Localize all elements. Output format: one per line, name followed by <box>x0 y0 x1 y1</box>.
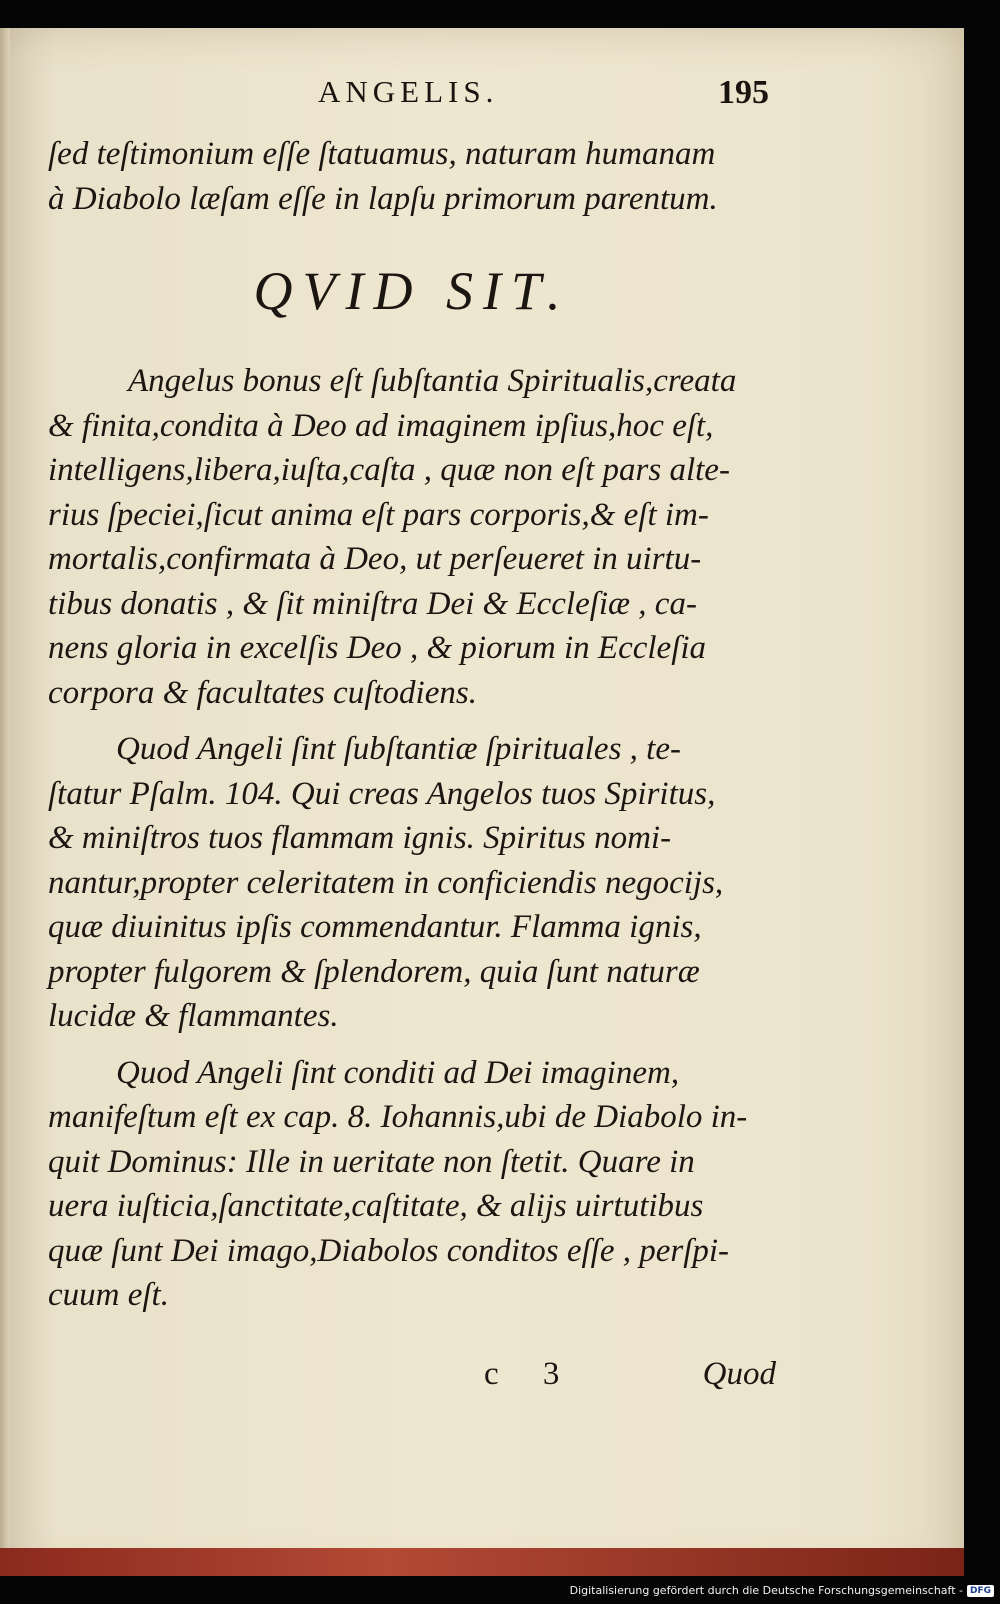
text-line: quit Dominus: Ille in ueritate non ſtetit. Quare in <box>48 1143 695 1180</box>
text-line: quæ diuinitus ipſis commendantur. Flamma ignis, <box>48 909 702 945</box>
dfg-logo: DFG <box>967 1585 994 1597</box>
text-line: Quod Angeli ſint ſubſtantiæ ſpirituales , te- <box>116 731 681 767</box>
text-line: cuum eſt. <box>48 1277 169 1313</box>
page-edge <box>0 28 10 1576</box>
page-body <box>48 132 776 1318</box>
page-header <box>0 52 964 112</box>
page-number: 195 <box>718 74 769 111</box>
text-line: Quod Angeli ſint conditi ad Dei imaginem, <box>116 1054 680 1091</box>
text-line: nantur,propter celeritatem in conficiendis negocijs, <box>48 864 724 901</box>
running-title: ANGELIS. <box>318 74 499 109</box>
text-line: & finita,condita à Deo ad imaginem ipſius,hoc eſt, <box>48 407 714 444</box>
signature-mark: c 3 <box>484 1356 578 1392</box>
book-cover-edge <box>0 1548 964 1576</box>
paragraph-definition <box>48 359 776 715</box>
text-line: Angelus bonus eſt ſubſtantia Spiritualis,creata <box>128 363 737 399</box>
text-line: mortalis,confirmata à Deo, ut perſeueret in uirtu- <box>48 541 702 577</box>
text-line: intelligens,libera,iuſta,caſta , quæ non eſt pars alte- <box>48 452 730 488</box>
page-footer <box>48 1356 776 1400</box>
text-line: propter fulgorem & ſplendorem, quia ſunt naturæ <box>48 953 700 990</box>
text-line: nens gloria in excelſis Deo , & piorum in Eccleſia <box>48 630 707 666</box>
text-line: ſtatur Pſalm. 104. Qui creas Angelos tuos Spiritus, <box>48 775 716 812</box>
text-line: tibus donatis , & ſit miniſtra Dei & Eccleſiæ , ca- <box>48 585 697 622</box>
intro-line: à Diabolo læſam eſſe in lapſu primorum parentum. <box>48 180 718 217</box>
digitization-credit <box>570 1584 994 1597</box>
paragraph-image <box>48 1051 776 1318</box>
text-line: uera iuſticia,ſanctitate,caſtitate, & alijs uirtutibus <box>48 1188 704 1224</box>
paragraph-spirits <box>48 727 776 1039</box>
text-line: corpora & facultates cuſtodiens. <box>48 674 477 711</box>
text-line: quæ ſunt Dei imago,Diabolos conditos eſſe , perſpi- <box>48 1232 730 1269</box>
section-heading: QVID SIT. <box>253 261 571 321</box>
text-line: manifeſtum eſt ex cap. 8. Iohannis,ubi de Diabolo in- <box>48 1099 748 1135</box>
text-line: lucidæ & flammantes. <box>48 998 339 1034</box>
intro-line: ſed teſtimonium eſſe ſtatuamus, naturam humanam <box>48 136 716 172</box>
text-line: rius ſpeciei,ſicut anima eſt pars corporis,& eſt im- <box>48 496 709 533</box>
catchword: Quod <box>702 1356 776 1392</box>
credit-text: Digitalisierung gefördert durch die Deutsche Forschungsgemeinschaft - <box>569 1584 963 1597</box>
text-line: & miniſtros tuos flammam ignis. Spiritus nomi- <box>48 820 672 856</box>
